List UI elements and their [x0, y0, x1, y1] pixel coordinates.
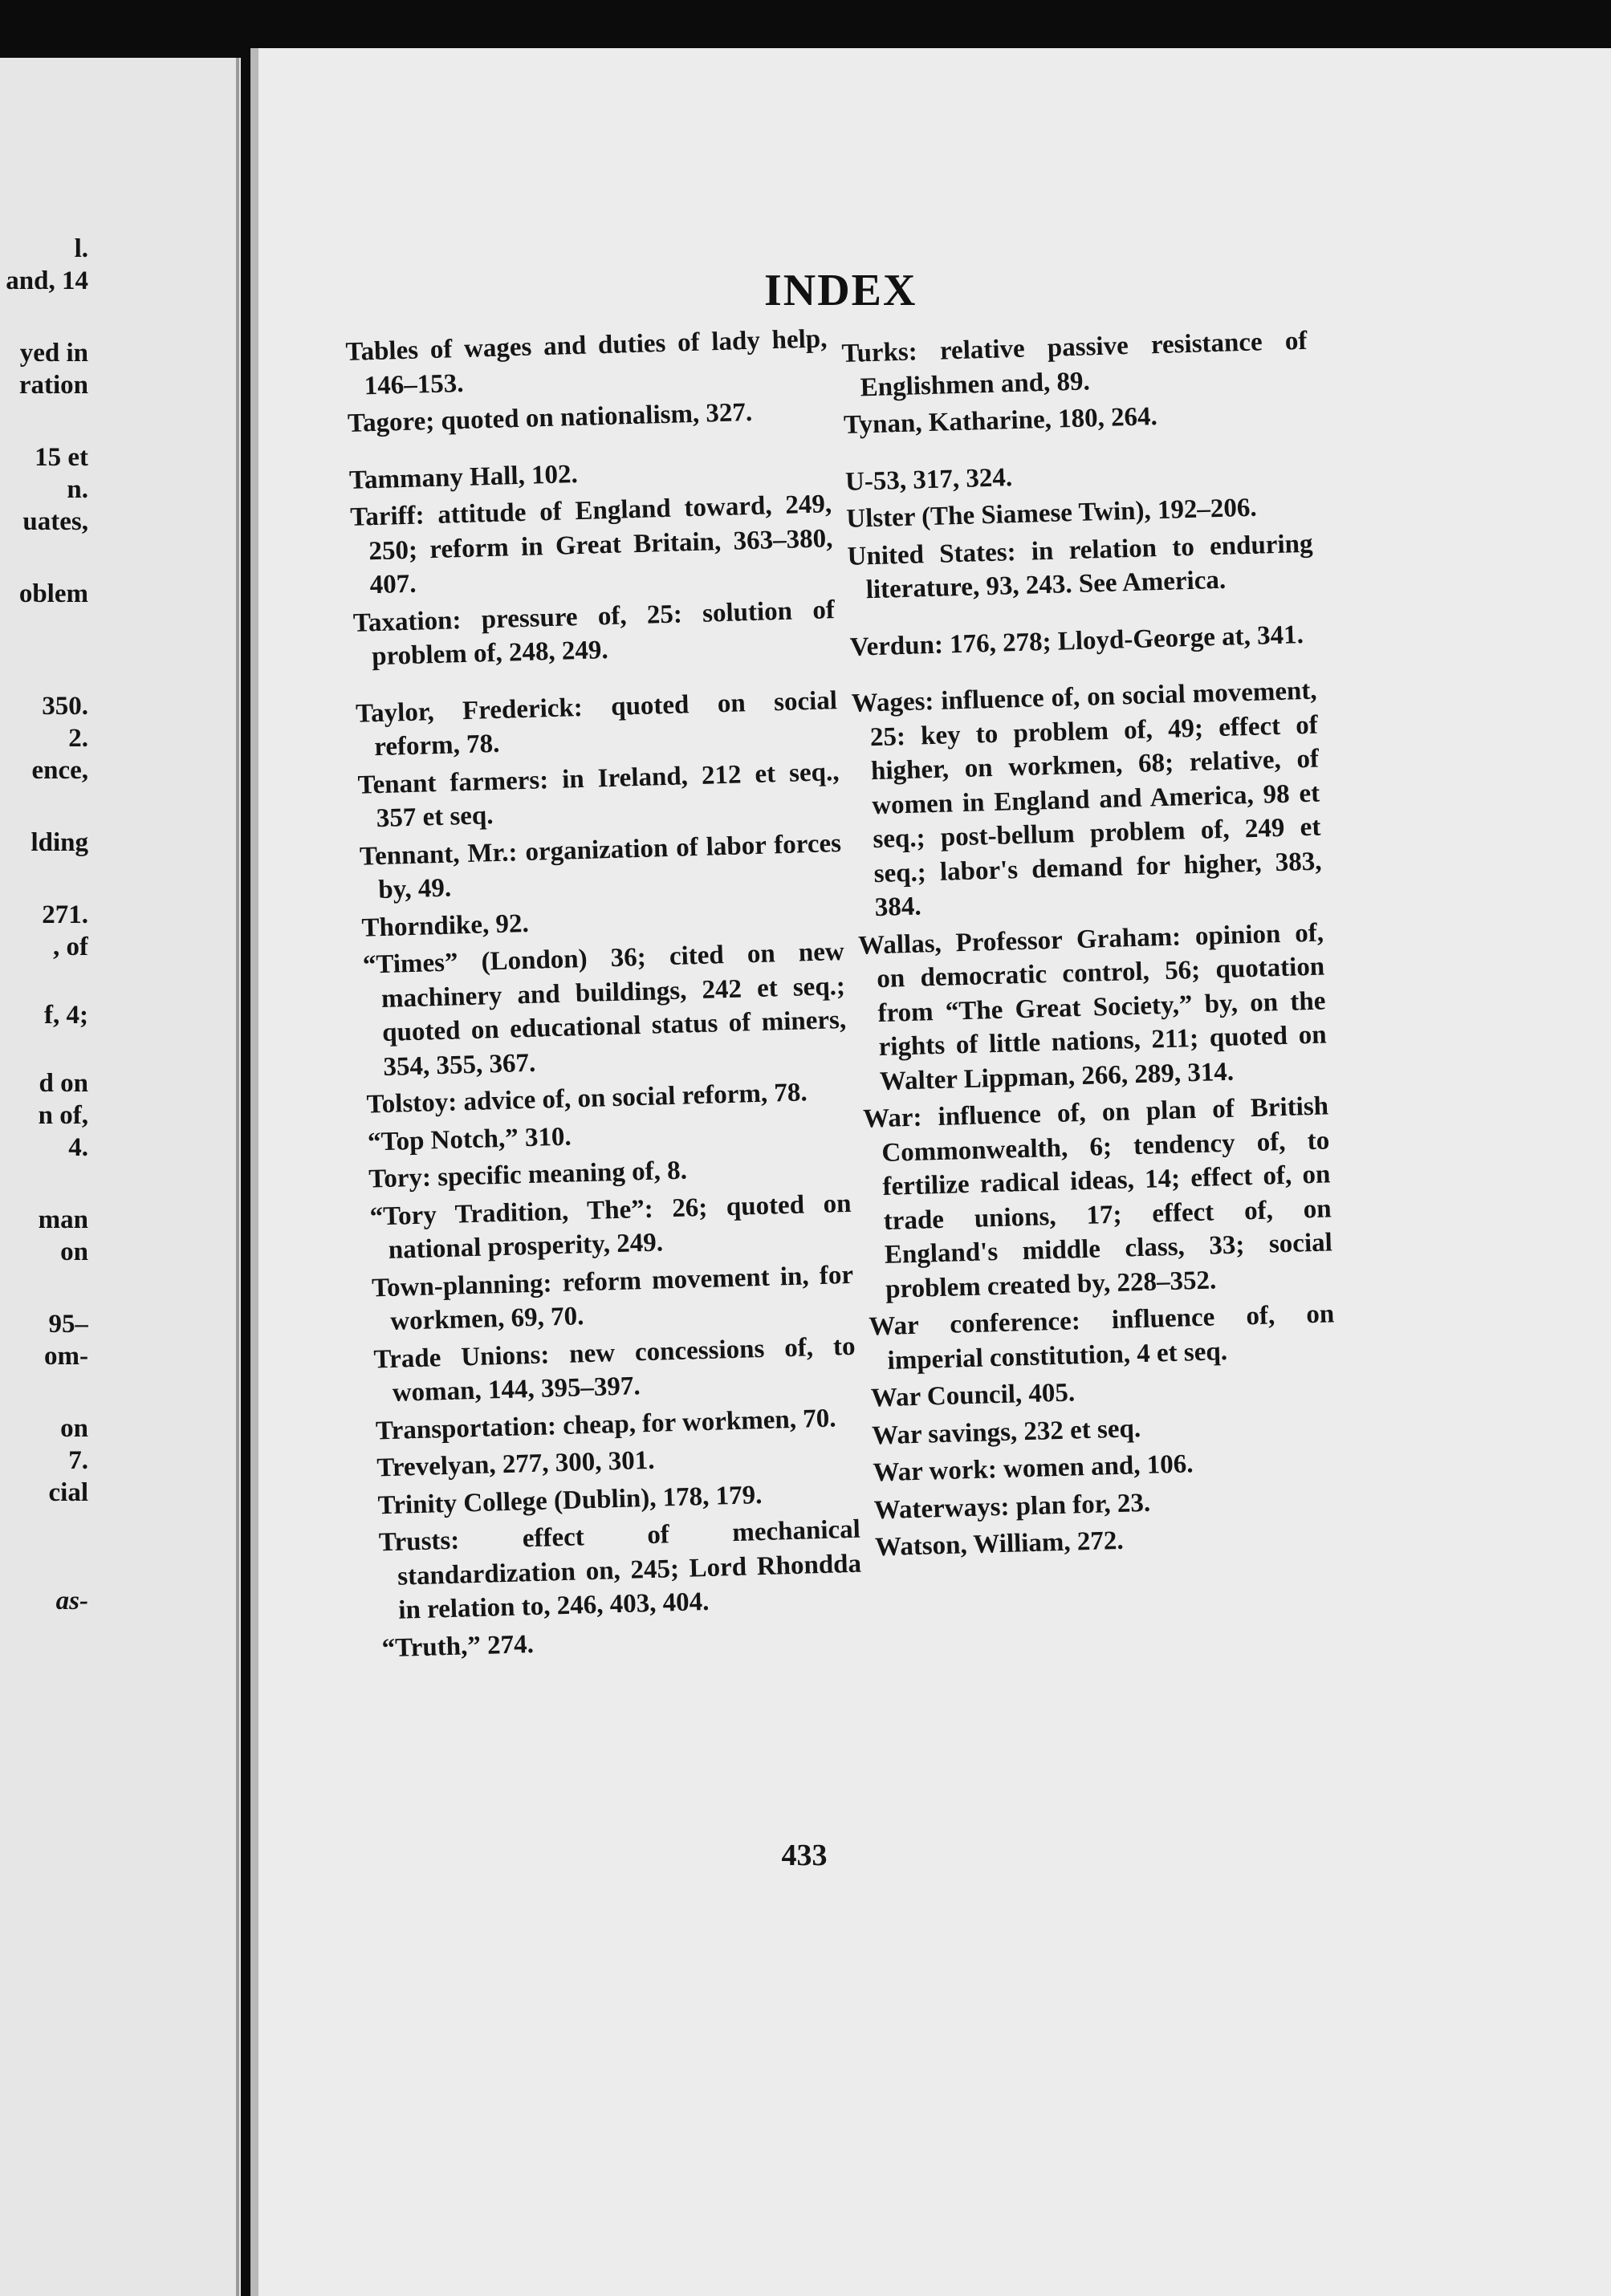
- index-entry: Trevelyan, 277, 300, 301.: [376, 1445, 655, 1483]
- index-entry: United States: in relation to enduring literature, 93, 243. See America.: [847, 529, 1313, 605]
- index-entry: Trade Unions: new concessions of, to woman, 144, 395–397.: [373, 1331, 856, 1408]
- page-binding-edge: [250, 48, 258, 2296]
- index-entry: U-53, 317, 324.: [844, 462, 1013, 497]
- previous-page-fragment: ration: [18, 371, 88, 400]
- index-entry: Wages: influence of, on social movement, 25: key to problem of, 49; effect of higher, on workmen, 68; relative, of women in England and America, 98 et seq.; post-bellum problem of, 249 et seq.; labor's demand for higher, 383, 384.: [851, 676, 1322, 923]
- index-column-right: [841, 324, 1341, 1568]
- page-title: INDEX: [764, 266, 917, 315]
- previous-page-fragment: as-: [55, 1587, 88, 1615]
- previous-page-fragment: 2.: [68, 724, 88, 753]
- previous-page-fragment: n.: [67, 475, 88, 504]
- previous-page-fragment: 95–: [48, 1310, 88, 1339]
- index-entry: “Truth,” 274.: [381, 1629, 535, 1663]
- index-entry: Tariff: attitude of England toward, 249, 250; reform in Great Britain, 363–380, 407.: [349, 490, 833, 600]
- index-entry: Taxation: pressure of, 25: solution of problem of, 248, 249.: [352, 595, 836, 672]
- index-entry: Tables of wages and duties of lady help, 146–153.: [345, 324, 828, 400]
- index-entry: “Times” (London) 36; cited on new machinery and buildings, 242 et seq.; quoted on educational status of miners, 354, 355, 367.: [362, 937, 847, 1082]
- previous-page-fragment: lding: [31, 828, 88, 857]
- previous-page-fragment: 7.: [68, 1446, 88, 1475]
- previous-page-fragment: , of: [53, 933, 88, 961]
- index-entry: War savings, 232 et seq.: [871, 1413, 1141, 1450]
- index-entry: “Top Notch,” 310.: [367, 1122, 572, 1157]
- previous-page-fragment: cial: [48, 1478, 88, 1507]
- index-entry: Watson, William, 272.: [874, 1526, 1125, 1562]
- index-entry: Trinity College (Dublin), 178, 179.: [377, 1480, 763, 1520]
- previous-page-fragment: n of,: [38, 1101, 88, 1130]
- index-entry: War: influence of, on plan of British Commonwealth, 6; tendency of, to fertilize radical ideas, 14; effect of, on trade unions, 17; effect of, on England's middle class, 33; social problem created by, 228–352.: [862, 1091, 1333, 1304]
- index-entry: War Council, 405.: [870, 1378, 1076, 1413]
- previous-page-fragment: 271.: [42, 900, 88, 929]
- index-entry: Tory: specific meaning of, 8.: [368, 1156, 688, 1194]
- previous-page-fragment: om-: [44, 1342, 88, 1371]
- index-column-left: [345, 322, 864, 1668]
- previous-page-fragment: 15 et: [35, 443, 88, 472]
- index-entry: Turks: relative passive resistance of Englishmen and, 89.: [841, 326, 1308, 402]
- page-gutter: [236, 58, 239, 2296]
- index-entry: Thorndike, 92.: [361, 908, 530, 943]
- index-entry: Waterways: plan for, 23.: [873, 1488, 1151, 1525]
- previous-page-fragment: l.: [74, 234, 88, 263]
- previous-page-fragment: f, 4;: [44, 1001, 88, 1030]
- index-entry: Taylor, Frederick: quoted on social reform, 78.: [355, 685, 838, 762]
- index-entry: Town-planning: reform movement in, for workmen, 69, 70.: [371, 1260, 854, 1336]
- index-entry: Ulster (The Siamese Twin), 192–206.: [845, 493, 1258, 534]
- index-entry: Tammany Hall, 102.: [348, 459, 579, 495]
- previous-page-fragment: on: [60, 1237, 88, 1266]
- index-entry: Wallas, Professor Graham: opinion of, on democratic control, 56; quotation from “The Great Society,” by, on the rights of little nations, 211; quoted on Walter Lippman, 266, 289, 314.: [857, 918, 1328, 1096]
- previous-page-fragment: man: [38, 1205, 88, 1234]
- index-entry: Tennant, Mr.: organization of labor forces by, 49.: [359, 828, 842, 905]
- previous-page-fragment: yed in: [19, 339, 88, 368]
- index-entry: War conference: influence of, on imperial constitution, 4 et seq.: [868, 1299, 1335, 1376]
- previous-page-fragment: ence,: [31, 756, 88, 785]
- index-entry: Verdun: 176, 278; Lloyd-George at, 341.: [849, 620, 1304, 662]
- index-entry: Trusts: effect of mechanical standardization on, 245; Lord Rhondda in relation to, 246, 403, 404.: [378, 1514, 862, 1625]
- previous-page-edge: [0, 58, 241, 2296]
- previous-page-fragment: 350.: [42, 692, 88, 721]
- previous-page-fragment: on: [60, 1414, 88, 1443]
- previous-page-fragment: 4.: [68, 1133, 88, 1162]
- index-entry: Tolstoy: advice of, on social reform, 78.: [366, 1078, 808, 1120]
- index-entry: Tenant farmers: in Ireland, 212 et seq., 357 et seq.: [357, 757, 840, 834]
- index-entry: Transportation: cheap, for workmen, 70.: [375, 1403, 836, 1445]
- previous-page-fragment: uates,: [22, 507, 88, 536]
- previous-page-fragment: and, 14: [6, 266, 88, 295]
- previous-page-fragment: oblem: [18, 579, 88, 608]
- index-entry: Tynan, Katharine, 180, 264.: [843, 402, 1158, 440]
- previous-page-fragment: d on: [39, 1069, 88, 1098]
- index-entry: War work: women and, 106.: [873, 1449, 1194, 1488]
- index-entry: “Tory Tradition, The”: 26; quoted on national prosperity, 249.: [369, 1189, 852, 1265]
- page-number: 433: [781, 1839, 828, 1872]
- index-entry: Tagore; quoted on nationalism, 327.: [347, 397, 753, 438]
